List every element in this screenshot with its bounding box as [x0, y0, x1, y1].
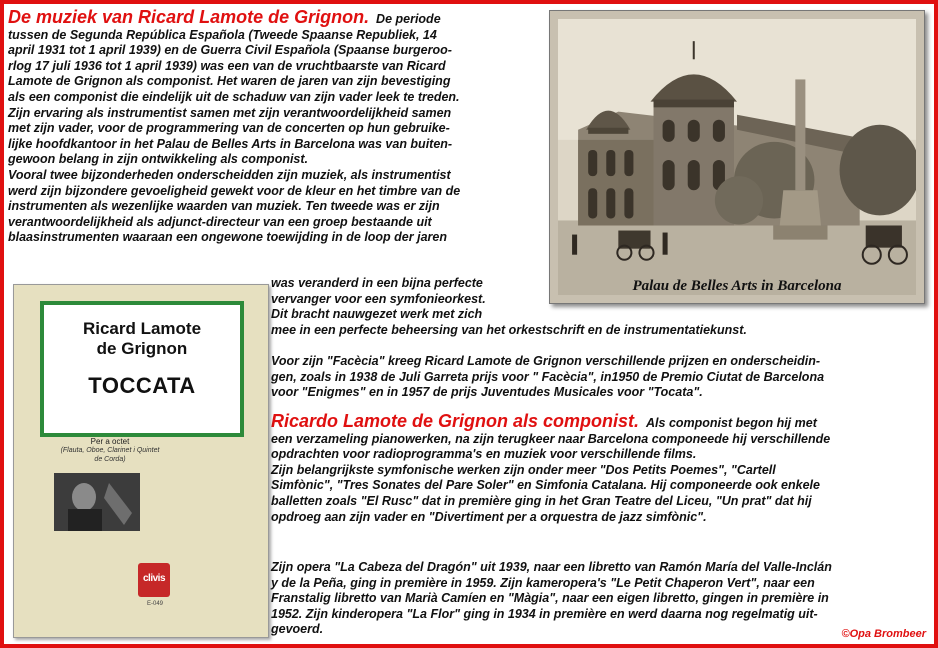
- catalog-number: E-049: [146, 601, 163, 607]
- opera-line: y de la Peña, ging in première in 1959. Zijn kameropera's "Le Petit Chaperon Vert", naar een: [271, 575, 815, 590]
- intro-line: lijke hoofdkantoor in het Palau de Belles Arts in Barcelona was van buiten-: [8, 136, 453, 151]
- heading-composer: Ricardo Lamote de Grignon als componist.: [271, 411, 640, 431]
- composer-line: opdroeg aan zijn vader en "Divertiment per a orquestra de jazz simfònic".: [271, 509, 707, 524]
- composer-first-words: Als componist begon hij met: [646, 416, 817, 430]
- intro-cont-line: vervanger voor een symfonieorkest.: [271, 291, 486, 306]
- opera-line: Zijn opera "La Cabeza del Dragón" uit 1939, naar een libretto van Ramón María del Valle-Inclán: [271, 560, 832, 574]
- intro-line: april 1931 tot 1 april 1939) en de Guerra Civil Española (Spaanse burgeroo-: [8, 43, 452, 58]
- intro-line: tussen de Segunda República Española (Tweede Spaanse Republiek, 14: [8, 27, 437, 42]
- awards-line: voor "Enigmes" en in 1957 de prijs Juventudes Musicales voor "Tocata".: [271, 385, 703, 400]
- intro-first-words: De periode: [376, 12, 441, 26]
- palau-building-image: [558, 19, 916, 295]
- intro-line: Lamote de Grignon als componist. Het waren de jaren van zijn bevestiging: [8, 74, 451, 89]
- intro-text: [8, 7, 544, 246]
- cover-title-box: [40, 301, 244, 437]
- cover-subtitle: [60, 437, 160, 464]
- intro-line: werd zijn bijzondere gevoeligheid gewekt voor de kleur en het timbre van de: [8, 183, 461, 198]
- intro-line: Vooral twee bijzonderheden onderscheidden zijn muziek, als instrumentist: [8, 167, 451, 182]
- composer-line: opdrachten voor radioprogramma's en muziek voor verschillende films.: [271, 447, 697, 462]
- composer-portrait: [54, 473, 140, 531]
- composer-line: een verzameling pianowerken, na zijn terugkeer naar Barcelona componeede hij verschillende: [271, 431, 831, 446]
- opera-line: gevoerd.: [271, 622, 324, 637]
- awards-line: Voor zijn "Facècia" kreeg Ricard Lamote de Grignon verschillende prijzen en onderscheidin-: [271, 354, 821, 368]
- copyright: ©Opa Brombeer: [841, 628, 926, 640]
- intro-cont-line: was veranderd in een bijna perfecte: [271, 276, 483, 290]
- composer-line: Simfònic", "Tres Sonates del Pare Soler" en Simfonia Catalana. Hij componeerde ook enkele: [271, 478, 820, 493]
- toccata-score-cover: [13, 284, 269, 638]
- palau-photo: [549, 10, 925, 304]
- awards-text: [271, 354, 931, 401]
- cover-instruments: (Flauta, Oboe, Clarinet i Quintet de Corda): [60, 447, 160, 463]
- intro-line: blaasinstrumenten waaraan een ongewone toewijding in de loop der jaren: [8, 230, 447, 245]
- composer-line: balletten zoals "El Rusc" dat in première ging in het Gran Teatre del Liceu, "Un prat" dat hij: [271, 493, 812, 508]
- opera-text: [271, 560, 931, 638]
- composer-portrait-image: [54, 473, 140, 531]
- intro-line: Zijn ervaring als instrumentist samen met zijn verantwoordelijkheid samen: [8, 105, 452, 120]
- composer-text: [271, 411, 931, 525]
- page: [4, 4, 934, 644]
- clivis-logo: clivis: [138, 563, 170, 597]
- intro-line: met zijn vader, voor de programmering van de concerten op hun gebruike-: [8, 121, 450, 136]
- cover-title: TOCCATA: [88, 373, 196, 398]
- cover-author-line2: de Grignon: [96, 339, 188, 358]
- intro-line: als een componist die eindelijk uit de schaduw van zijn vader leek te treden.: [8, 89, 460, 104]
- intro-cont-line: mee in een perfecte beheersing van het orkestschrift en de instrumentatiekunst.: [271, 322, 747, 337]
- cover-author-line1: Ricard Lamote: [82, 319, 202, 338]
- intro-line: gewoon belang in zijn ontwikkeling als componist.: [8, 152, 309, 167]
- opera-line: Franstalig libretto van Marià Camíen en "Màgia", naar een eigen libretto, gingen in première in: [271, 591, 829, 606]
- cover-per-octet: Per a octet: [90, 437, 130, 446]
- heading-music: De muziek van Ricard Lamote de Grignon.: [8, 7, 370, 27]
- photo-caption: Palau de Belles Arts in Barcelona: [632, 278, 842, 294]
- intro-line: verantwoordelijkheid als adjunct-directeur van een groep bestaande uit: [8, 214, 432, 229]
- intro-line: rlog 17 juli 1936 tot 1 april 1939) was een van de vruchtbaarste van Ricard: [8, 58, 446, 73]
- composer-line: Zijn belangrijkste symfonische werken zijn onder meer "Dos Petits Poemes", "Cartell: [271, 462, 776, 477]
- opera-line: 1952. Zijn kinderopera "La Flor" ging in 1934 in première en werd daarna nog regelmatig uit-: [271, 606, 818, 621]
- awards-line: gen, zoals in 1938 de Juli Garreta prijs voor " Facècia", in1950 de Premio Ciutat de Barcelona: [271, 369, 825, 384]
- intro-line: instrumenten als wezenlijke waarden van muziek. Ten tweede was er zijn: [8, 199, 440, 214]
- intro-cont-line: Dit bracht nauwgezet werk met zich: [271, 307, 483, 322]
